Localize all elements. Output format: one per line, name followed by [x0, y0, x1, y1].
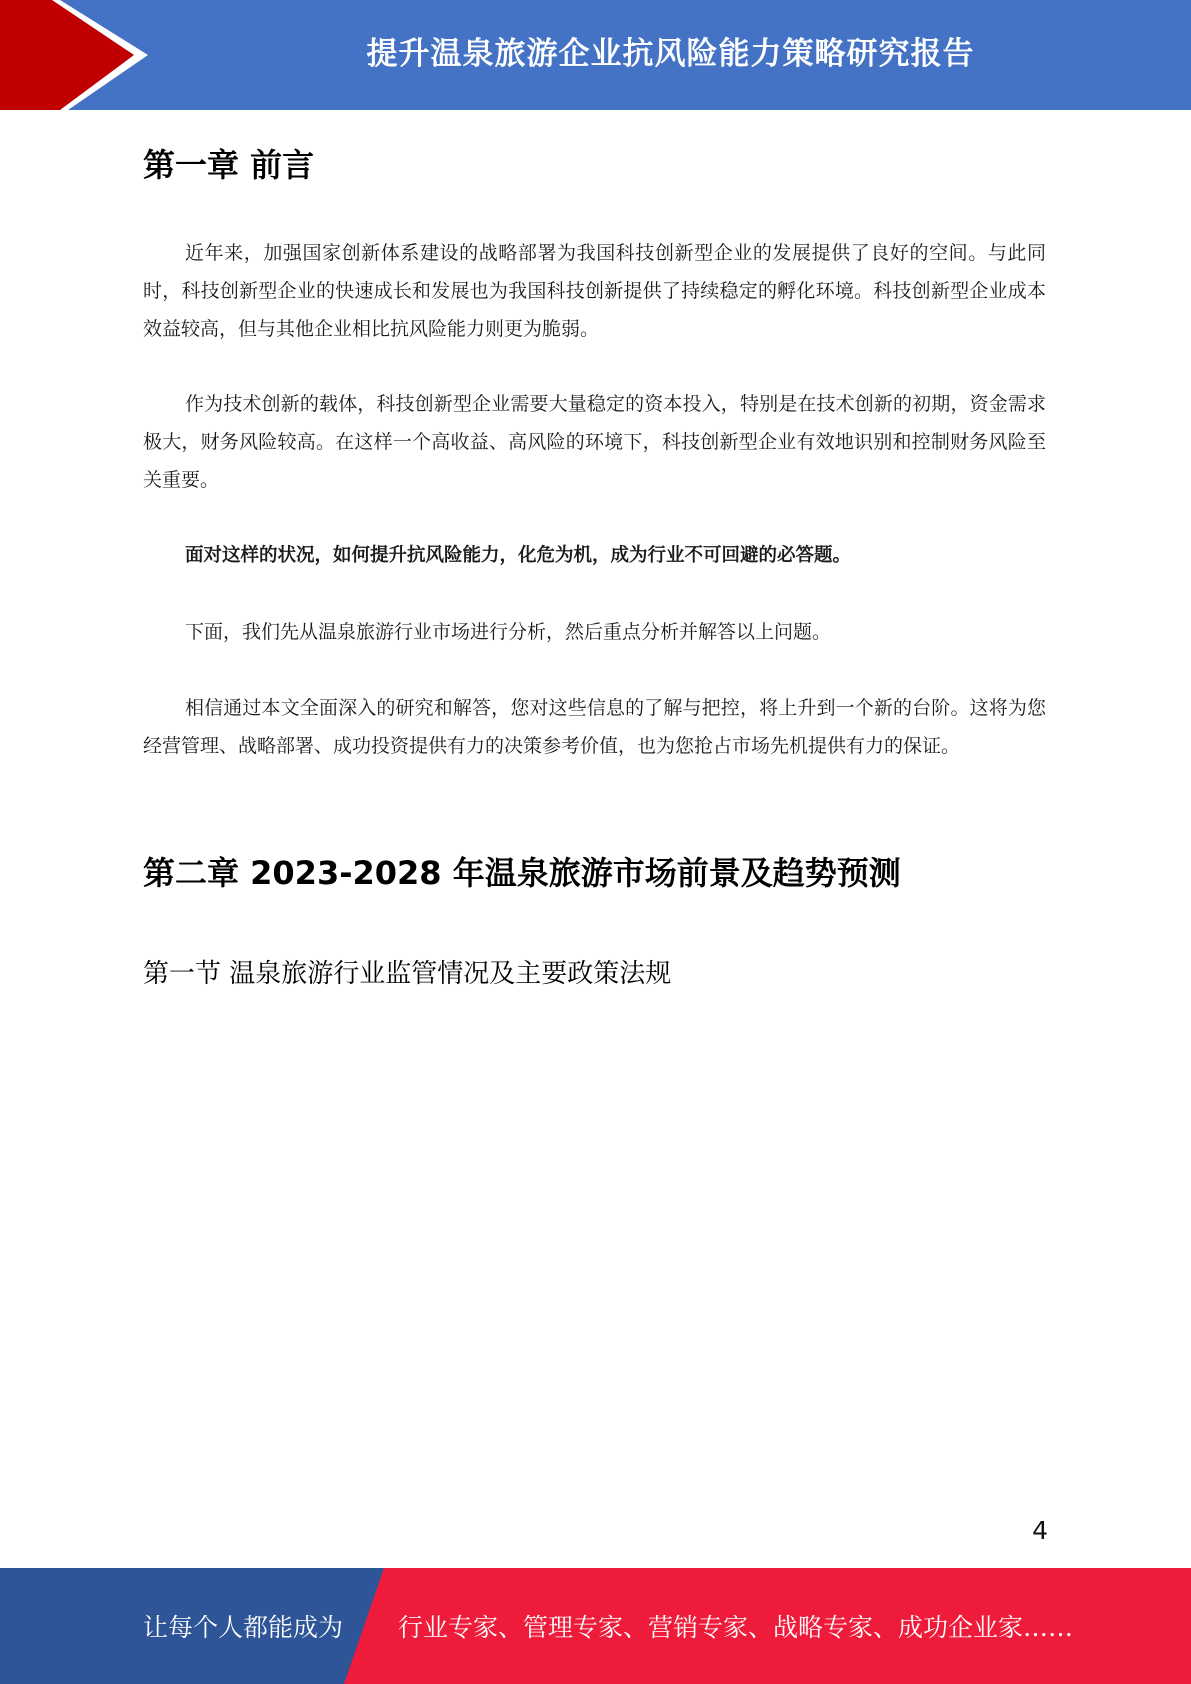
footer-slogan-left: 让每个人都能成为 [143, 1613, 344, 1642]
paragraph-4: 下面，我们先从温泉旅游行业市场进行分析，然后重点分析并解答以上问题。 [185, 621, 832, 643]
header-arrow-decoration [0, 0, 160, 110]
page-header [0, 0, 1191, 110]
paragraph-1: 近年来，加强国家创新体系建设的战略部署为我国科技创新型企业的发展提供了良好的空间。与此同时，科技创新型企业的快速成长和发展也为我国科技创新提供了持续稳定的孵化环境。科技创新型企业成本效益较高，但与其他企业相比抗风险能力则更为脆弱。 [143, 242, 1046, 340]
page-number: 4 [1032, 1516, 1048, 1545]
chapter-2-title: 第二章 2023-2028 年温泉旅游市场前景及趋势预测 [143, 854, 901, 892]
paragraph-3-emphasis: 面对这样的状况，如何提升抗风险能力，化危为机，成为行业不可回避的必答题。 [185, 545, 852, 566]
report-title: 提升温泉旅游企业抗风险能力策略研究报告 [366, 35, 975, 72]
page-footer [0, 1568, 1191, 1684]
footer-slogan-right: 行业专家、管理专家、营销专家、战略专家、成功企业家…… [398, 1613, 1074, 1642]
chapter-1-title: 第一章 前言 [143, 146, 315, 184]
paragraph-2: 作为技术创新的载体，科技创新型企业需要大量稳定的资本投入，特别是在技术创新的初期，资金需求极大，财务风险较高。在这样一个高收益、高风险的环境下，科技创新型企业有效地识别和控制财务风险至关重要。 [143, 393, 1046, 491]
paragraph-5: 相信通过本文全面深入的研究和解答，您对这些信息的了解与把控，将上升到一个新的台阶。这将为您经营管理、战略部署、成功投资提供有力的决策参考价值，也为您抢占市场先机提供有力的保证。 [143, 697, 1046, 757]
section-1-title: 第一节 温泉旅游行业监管情况及主要政策法规 [143, 959, 672, 989]
